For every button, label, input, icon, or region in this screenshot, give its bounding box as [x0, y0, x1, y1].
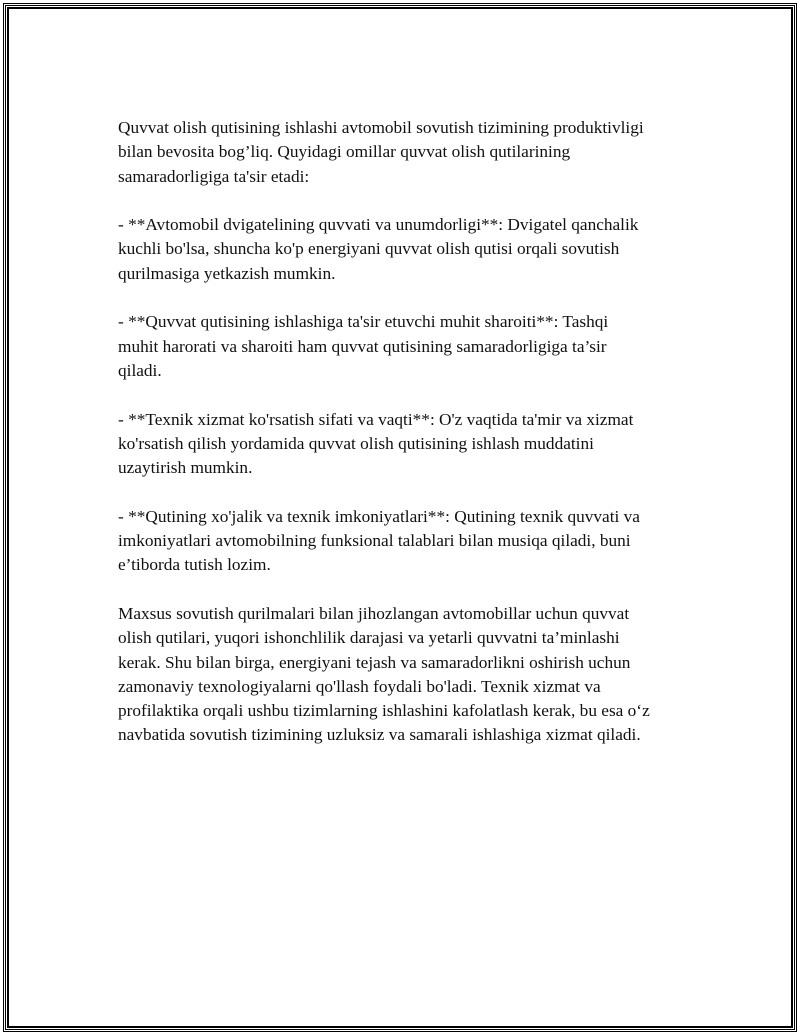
text-line: profilaktika orqali ushbu tizimlarning ishlashini kafolatlash kerak, bu esa o‘z — [118, 701, 650, 721]
document-body — [118, 116, 698, 772]
text-line: samaradorligiga ta'sir etadi: — [118, 166, 310, 186]
text-line: kuchli bo'lsa, shuncha ko'p energiyani quvvat olish qutisi orqali sovutish — [118, 239, 620, 259]
text-line: - **Qutining xo'jalik va texnik imkoniyatlari**: Qutining texnik quvvati va — [118, 506, 640, 526]
text-line: - **Avtomobil dvigatelining quvvati va unumdorligi**: Dvigatel qanchalik — [118, 215, 639, 235]
text-line: qiladi. — [118, 360, 162, 380]
paragraph-list-item-environment — [118, 310, 698, 383]
text-line: kerak. Shu bilan birga, energiyani tejash va samaradorlikni oshirish uchun — [118, 652, 631, 672]
text-line: uzaytirish mumkin. — [118, 458, 253, 478]
text-line: muhit harorati va sharoiti ham quvvat qutisining samaradorligiga ta’sir — [118, 336, 607, 356]
text-line: imkoniyatlari avtomobilning funksional talablari bilan musiqa qiladi, buni — [118, 531, 631, 551]
paragraph-intro — [118, 116, 698, 189]
text-line: navbatida sovutish tizimining uzluksiz va samarali ishlashiga xizmat qiladi. — [118, 725, 641, 745]
text-line: ko'rsatish qilish yordamida quvvat olish qutisining ishlash muddatini — [118, 433, 594, 453]
text-line: Quvvat olish qutisining ishlashi avtomobil sovutish tizimining produktivligi — [118, 118, 644, 137]
paragraph-conclusion — [118, 602, 698, 748]
text-line: bilan bevosita bog’liq. Quyidagi omillar quvvat olish qutilarining — [118, 142, 571, 162]
paragraph-list-item-engine — [118, 213, 698, 286]
text-line: e’tiborda tutish lozim. — [118, 555, 271, 575]
text-line: - **Quvvat qutisining ishlashiga ta'sir etuvchi muhit sharoiti**: Tashqi — [118, 312, 609, 332]
text-line: zamonaviy texnologiyalarni qo'llash foydali bo'ladi. Texnik xizmat va — [118, 676, 601, 696]
text-line: - **Texnik xizmat ko'rsatish sifati va vaqti**: O'z vaqtida ta'mir va xizmat — [118, 409, 634, 429]
paragraph-list-item-maintenance — [118, 408, 698, 481]
text-line: olish qutilari, yuqori ishonchlilik darajasi va yetarli quvvatni ta’minlashi — [118, 628, 620, 648]
text-line: Maxsus sovutish qurilmalari bilan jihozlangan avtomobillar uchun quvvat — [118, 603, 630, 623]
paragraph-list-item-capabilities — [118, 505, 698, 578]
text-line: qurilmasiga yetkazish mumkin. — [118, 263, 336, 283]
